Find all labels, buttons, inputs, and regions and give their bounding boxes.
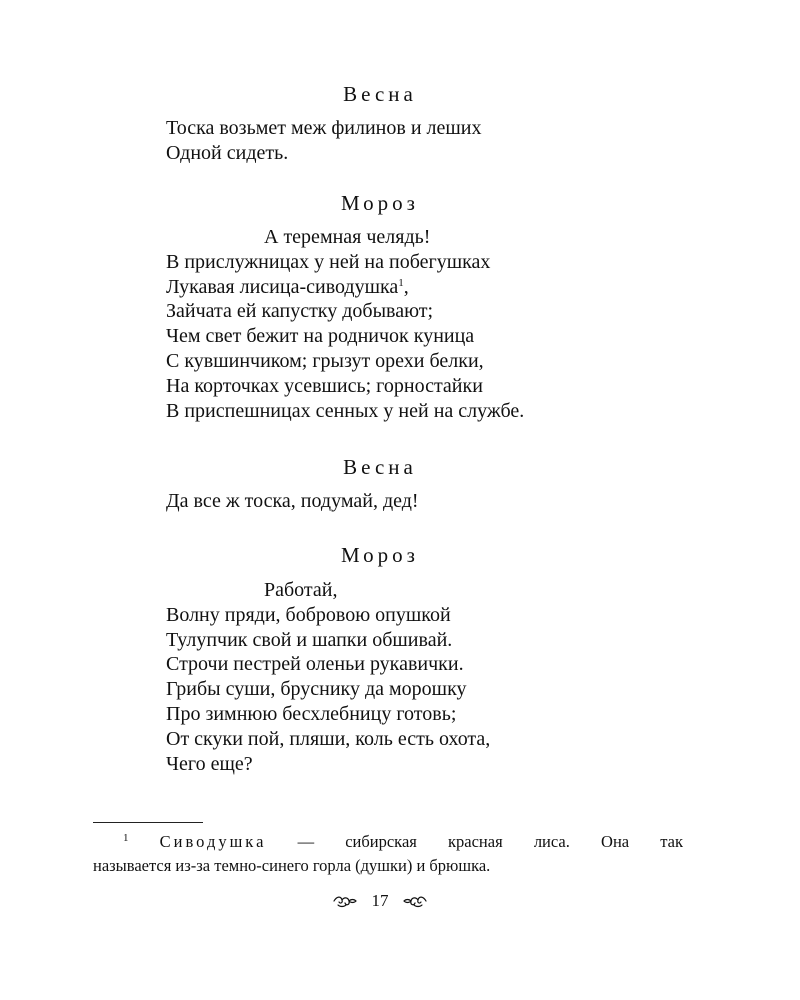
verse-block-vesna-2 — [166, 489, 726, 514]
speaker-heading-moroz: Мороз — [341, 191, 419, 215]
footnote-reference-mark[interactable]: 1 — [398, 276, 404, 289]
verse-line: Чем свет бежит на родничок куница — [166, 325, 475, 348]
verse-line-text: Лукавая лисица-сиводушка — [166, 275, 399, 298]
verse-line-punctuation: , — [403, 275, 409, 298]
footnote-number: 1 — [123, 832, 129, 844]
speaker-heading-moroz: Мороз — [341, 543, 419, 567]
footnote-line: называется из-за темно-синего горла (душки) и брюшка. — [93, 856, 491, 875]
verse-line: Тулупчик свой и шапки обшивай. — [166, 628, 453, 651]
page-number: 17 — [371, 891, 389, 911]
verse-block-vesna-1 — [166, 116, 726, 166]
verse-line: Работай, — [264, 579, 338, 601]
verse-line: В приспешницах сенных у ней на службе. — [166, 399, 525, 422]
footnote-term: Сиводушка — [159, 832, 267, 851]
footnote — [93, 830, 683, 878]
footnote-definition: — сибирская красная лиса. Она так — [266, 832, 684, 851]
verse-line: Зайчата ей капустку добывают; — [166, 300, 434, 323]
speaker-heading-vesna: Весна — [343, 82, 417, 106]
ornament-left-icon — [332, 893, 358, 909]
ornament-right-icon — [402, 893, 428, 909]
verse-line: Одной сидеть. — [166, 141, 289, 164]
verse-line: С кувшинчиком; грызут орехи белки, — [166, 349, 484, 372]
verse-line: Про зимнюю бесхлебницу готовь; — [166, 702, 457, 725]
verse-line: Грибы суши, бруснику да морошку — [166, 678, 467, 701]
verse-line-with-footnote — [166, 275, 726, 300]
verse-line: Да все ж тоска, подумай, дед! — [166, 490, 419, 512]
speaker-heading-vesna: Весна — [343, 455, 417, 479]
verse-block-moroz-1 — [166, 225, 726, 423]
verse-line: В прислужницах у ней на побегушках — [166, 250, 491, 273]
verse-line: Тоска возьмет меж филинов и леших — [166, 117, 482, 139]
verse-line: От скуки пой, пляши, коль есть охота, — [166, 727, 491, 750]
verse-line: Чего еще? — [166, 752, 253, 775]
verse-line: Строчи пестрей оленьи рукавички. — [166, 653, 464, 676]
verse-block-moroz-2 — [166, 578, 726, 776]
footnote-divider — [93, 822, 203, 823]
verse-line: А теремная челядь! — [264, 226, 431, 248]
verse-line: На корточках усевшись; горностайки — [166, 374, 483, 397]
verse-line: Волну пряди, бобровою опушкой — [166, 603, 451, 626]
footnote-line — [93, 830, 683, 854]
page-footer — [0, 888, 760, 913]
